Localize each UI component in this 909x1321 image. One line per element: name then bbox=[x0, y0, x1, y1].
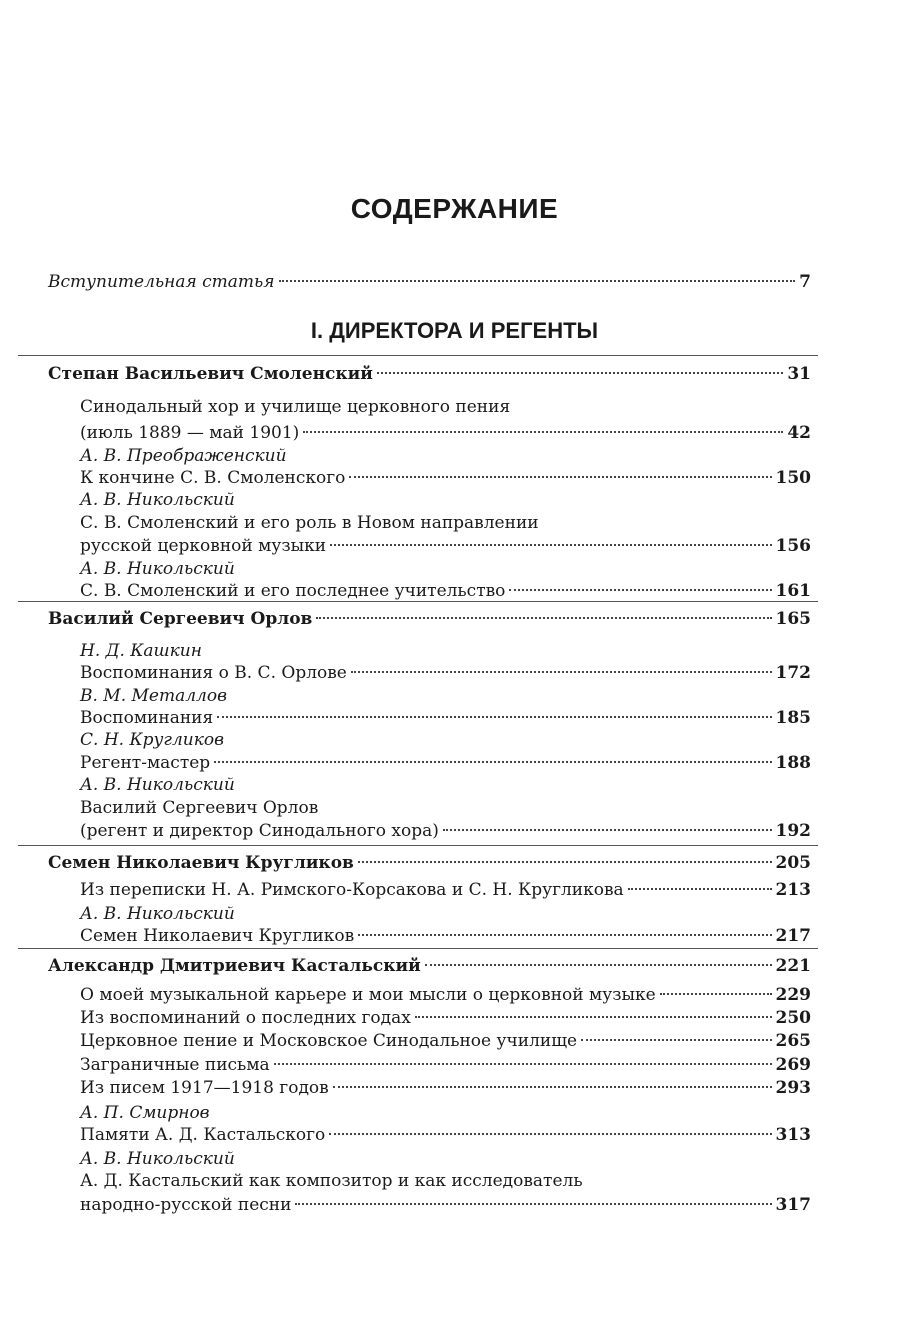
dot-leader bbox=[316, 617, 771, 619]
dot-leader bbox=[425, 964, 772, 966]
entry-text: С. В. Смоленский и его роль в Новом направлении bbox=[80, 513, 539, 533]
page-number: 31 bbox=[787, 364, 811, 384]
entry-text: Из писем 1917—1918 годов bbox=[80, 1078, 329, 1098]
dot-leader bbox=[279, 280, 796, 282]
entry-text: Семен Николаевич Кругликов bbox=[48, 853, 354, 873]
page-number: 213 bbox=[775, 880, 811, 900]
toc-author bbox=[48, 361, 811, 387]
dot-leader bbox=[509, 589, 771, 591]
page-number: 229 bbox=[775, 985, 811, 1005]
dot-leader bbox=[628, 888, 772, 890]
divider bbox=[18, 948, 818, 949]
section-title: I. ДИРЕКТОРА И РЕГЕНТЫ bbox=[310, 318, 599, 343]
divider bbox=[18, 845, 818, 846]
dot-leader bbox=[333, 1086, 772, 1088]
toc-entry-intro bbox=[48, 269, 811, 295]
dot-leader bbox=[295, 1203, 771, 1205]
dot-leader bbox=[581, 1039, 771, 1041]
toc-entry bbox=[80, 1192, 811, 1218]
page-number: 165 bbox=[775, 609, 811, 629]
dot-leader bbox=[349, 476, 771, 478]
page-number: 217 bbox=[775, 926, 811, 946]
toc-entry bbox=[80, 1168, 811, 1194]
entry-text: Заграничные письма bbox=[80, 1055, 270, 1075]
page-number: 269 bbox=[775, 1055, 811, 1075]
entry-text: А. В. Никольский bbox=[80, 904, 235, 924]
dot-leader bbox=[214, 761, 771, 763]
toc-entry bbox=[80, 1075, 811, 1101]
dot-leader bbox=[660, 993, 772, 995]
entry-text: Вступительная статья bbox=[48, 272, 275, 292]
dot-leader bbox=[358, 934, 771, 936]
entry-text: Церковное пение и Московское Синодальное училище bbox=[80, 1031, 578, 1051]
entry-text: Степан Васильевич Смоленский bbox=[48, 364, 373, 384]
entry-text: Семен Николаевич Кругликов bbox=[80, 926, 355, 946]
dot-leader bbox=[274, 1063, 772, 1065]
entry-text: С. Н. Кругликов bbox=[80, 730, 224, 750]
page-number: 205 bbox=[775, 853, 811, 873]
page-number: 250 bbox=[775, 1008, 811, 1028]
page-number: 150 bbox=[775, 468, 811, 488]
entry-text: О моей музыкальной карьере и мои мысли о церковной музыке bbox=[80, 985, 656, 1005]
toc-entry bbox=[80, 923, 811, 949]
dot-leader bbox=[415, 1016, 772, 1018]
entry-text: Из переписки Н. А. Римского-Корсакова и С. Н. Кругликова bbox=[80, 880, 624, 900]
toc-entry bbox=[80, 818, 811, 844]
dot-leader bbox=[443, 829, 772, 831]
divider bbox=[18, 355, 818, 356]
toc-author bbox=[48, 850, 811, 876]
entry-text: Синодальный хор и училище церковного пения bbox=[80, 397, 511, 417]
entry-text: Воспоминания о В. С. Орлове bbox=[80, 663, 347, 683]
page-number: 192 bbox=[775, 821, 811, 841]
divider bbox=[18, 601, 818, 602]
page-number: 7 bbox=[799, 272, 811, 292]
entry-text: А. В. Никольский bbox=[80, 559, 235, 579]
entry-text: (июль 1889 — май 1901) bbox=[80, 423, 300, 443]
entry-text: русской церковной музыки bbox=[80, 536, 327, 556]
entry-text: Из воспоминаний о последних годах bbox=[80, 1008, 411, 1028]
entry-text: Василий Сергеевич Орлов bbox=[48, 609, 313, 629]
entry-text: Н. Д. Кашкин bbox=[80, 641, 202, 661]
entry-text: Василий Сергеевич Орлов bbox=[80, 798, 319, 818]
entry-text: Регент-мастер bbox=[80, 753, 211, 773]
dot-leader bbox=[329, 1133, 771, 1135]
dot-leader bbox=[358, 861, 772, 863]
page-number: 317 bbox=[775, 1195, 811, 1215]
entry-text: Александр Дмитриевич Кастальский bbox=[48, 956, 421, 976]
entry-text: К кончине С. В. Смоленского bbox=[80, 468, 346, 488]
entry-text: Памяти А. Д. Кастальского bbox=[80, 1125, 326, 1145]
dot-leader bbox=[351, 671, 772, 673]
entry-text: Воспоминания bbox=[80, 708, 214, 728]
toc-entry bbox=[80, 1028, 811, 1054]
page-number: 293 bbox=[775, 1078, 811, 1098]
page-number: 172 bbox=[775, 663, 811, 683]
entry-text: А. В. Никольский bbox=[80, 490, 235, 510]
page-number: 313 bbox=[775, 1125, 811, 1145]
toc-author bbox=[48, 953, 811, 979]
dot-leader bbox=[217, 716, 771, 718]
entry-text: (регент и директор Синодального хора) bbox=[80, 821, 439, 841]
page-number: 185 bbox=[775, 708, 811, 728]
entry-text: А. В. Никольский bbox=[80, 775, 235, 795]
page-number: 265 bbox=[775, 1031, 811, 1051]
toc-entry bbox=[80, 394, 811, 420]
entry-text: народно-русской песни bbox=[80, 1195, 292, 1215]
page-number: 188 bbox=[775, 753, 811, 773]
entry-text: А. Д. Кастальский как композитор и как исследователь bbox=[80, 1171, 583, 1191]
entry-text: А. В. Преображенский bbox=[80, 446, 287, 466]
page-number: 221 bbox=[775, 956, 811, 976]
entry-text: С. В. Смоленский и его последнее учительство bbox=[80, 581, 506, 601]
toc-entry bbox=[80, 877, 811, 903]
dot-leader bbox=[377, 372, 783, 374]
page-title: СОДЕРЖАНИЕ bbox=[350, 193, 559, 224]
page-number: 156 bbox=[775, 536, 811, 556]
dot-leader bbox=[330, 544, 771, 546]
entry-text: В. М. Металлов bbox=[80, 686, 228, 706]
page-number: 161 bbox=[775, 581, 811, 601]
toc-author bbox=[48, 606, 811, 632]
toc-entry bbox=[80, 1122, 811, 1148]
dot-leader bbox=[303, 431, 783, 433]
entry-text: А. В. Никольский bbox=[80, 1149, 235, 1169]
page-number: 42 bbox=[787, 423, 811, 443]
entry-text: А. П. Смирнов bbox=[80, 1103, 210, 1123]
